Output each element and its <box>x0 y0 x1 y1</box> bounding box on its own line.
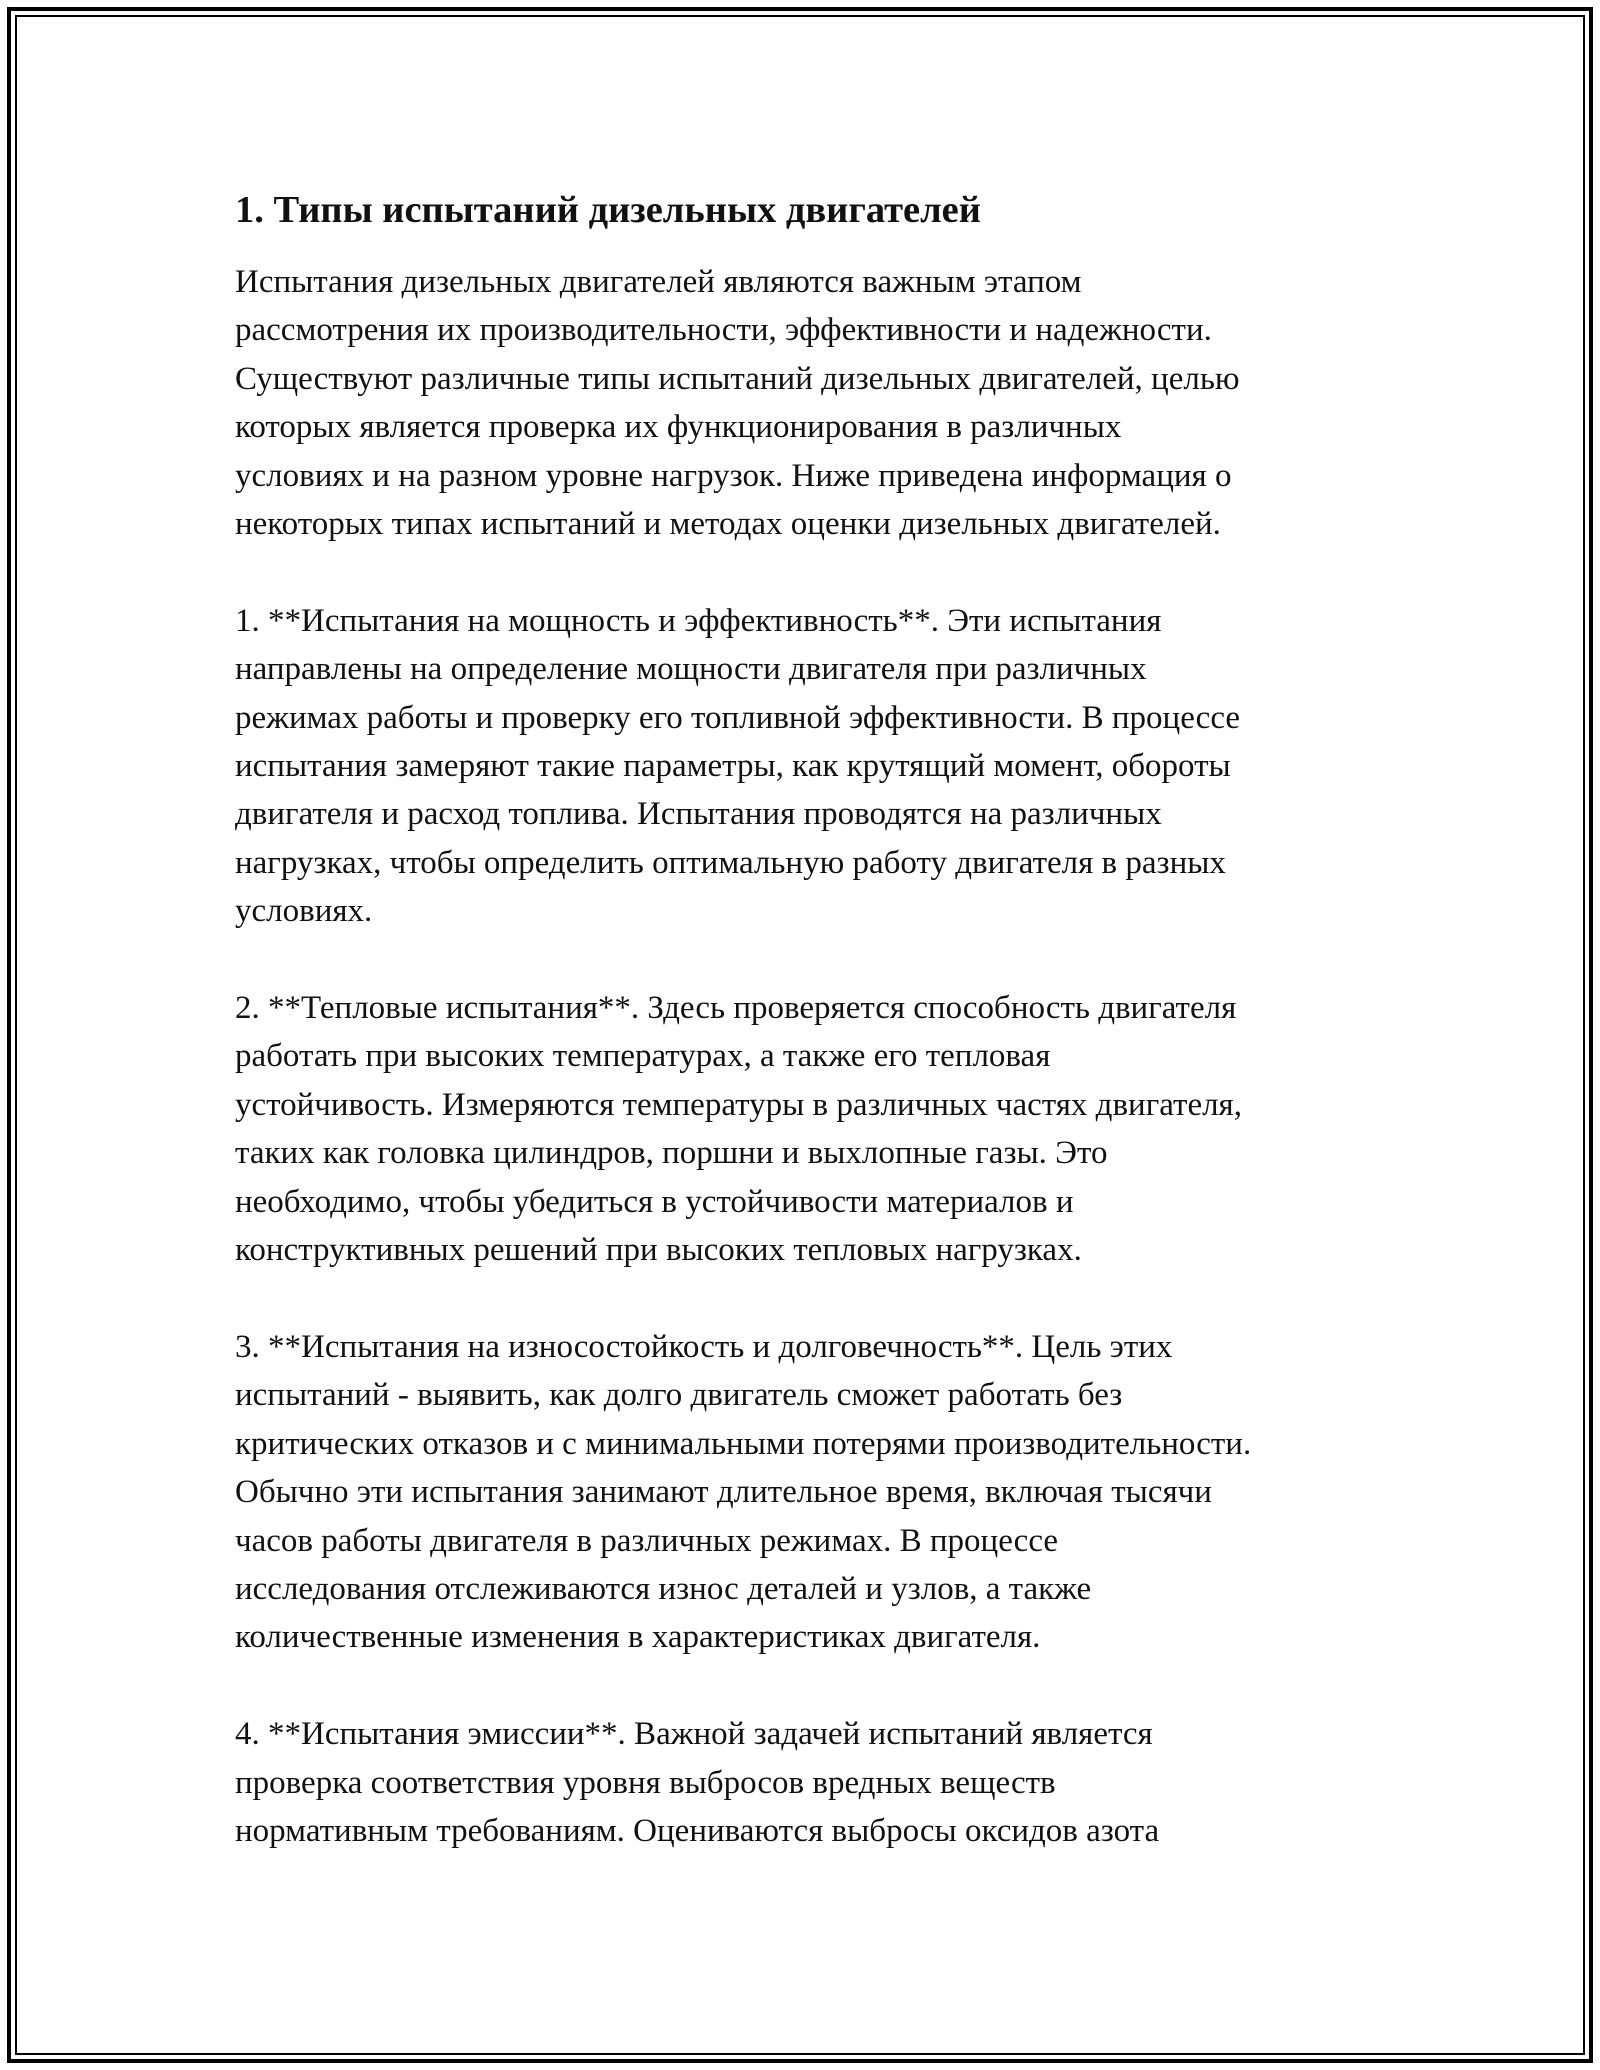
text-line: 3. **Испытания на износостойкость и долговечность**. Цель этих <box>235 1328 1173 1365</box>
text-line: испытания замеряют такие параметры, как крутящий момент, обороты <box>235 748 1231 785</box>
text-line: условиях и на разном уровне нагрузок. Ниже приведена информация о <box>235 457 1232 494</box>
text-line: Испытания дизельных двигателей являются важным этапом <box>235 264 1082 300</box>
text-line: работать при высоких температурах, а также его тепловая <box>235 1038 1051 1075</box>
text-line: проверка соответствия уровня выбросов вредных веществ <box>235 1764 1056 1801</box>
text-line: количественные изменения в характеристиках двигателя. <box>235 1619 1041 1656</box>
text-line: рассмотрения их производительности, эффективности и надежности. <box>235 312 1212 349</box>
text-line: устойчивость. Измеряются температуры в различных частях двигателя, <box>235 1086 1242 1123</box>
text-line: необходимо, чтобы убедиться в устойчивости материалов и <box>235 1183 1074 1220</box>
text-line: 4. **Испытания эмиссии**. Важной задачей испытаний является <box>235 1716 1153 1753</box>
document-body <box>235 186 1375 1904</box>
text-line: режимах работы и проверку его топливной эффективности. В процессе <box>235 699 1241 736</box>
text-line: таких как головка цилиндров, поршни и выхлопные газы. Это <box>235 1135 1108 1172</box>
text-line: испытаний - выявить, как долго двигатель сможет работать без <box>235 1377 1123 1414</box>
text-line: Обычно эти испытания занимают длительное время, включая тысячи <box>235 1474 1212 1511</box>
paragraph-durability-tests <box>235 1323 1375 1662</box>
text-line: 2. **Тепловые испытания**. Здесь проверяется способность двигателя <box>235 990 1237 1027</box>
text-line: двигателя и расход топлива. Испытания проводятся на различных <box>235 796 1162 833</box>
text-line: условиях. <box>235 893 373 930</box>
paragraph-power-tests <box>235 597 1375 936</box>
text-line: 1. **Испытания на мощность и эффективность**. Эти испытания <box>235 602 1162 639</box>
text-line: Существуют различные типы испытаний дизельных двигателей, целью <box>235 360 1240 397</box>
text-line: исследования отслеживаются износ деталей и узлов, а также <box>235 1570 1092 1607</box>
text-line: направлены на определение мощности двигателя при различных <box>235 651 1147 688</box>
paragraph-intro <box>235 258 1375 548</box>
text-line: которых является проверка их функционирования в различных <box>235 409 1122 446</box>
text-line: нагрузках, чтобы определить оптимальную работу двигателя в разных <box>235 844 1226 881</box>
paragraph-thermal-tests <box>235 984 1375 1274</box>
text-line: часов работы двигателя в различных режимах. В процессе <box>235 1522 1059 1559</box>
text-line: конструктивных решений при высоких тепловых нагрузках. <box>235 1232 1082 1269</box>
paragraph-emission-tests <box>235 1710 1375 1855</box>
text-line: некоторых типах испытаний и методах оценки дизельных двигателей. <box>235 506 1221 543</box>
text-line: критических отказов и с минимальными потерями производительности. <box>235 1425 1252 1462</box>
document-title: 1. Типы испытаний дизельных двигателей <box>235 189 981 231</box>
text-line: нормативным требованиям. Оцениваются выбросы оксидов азота <box>235 1812 1160 1849</box>
